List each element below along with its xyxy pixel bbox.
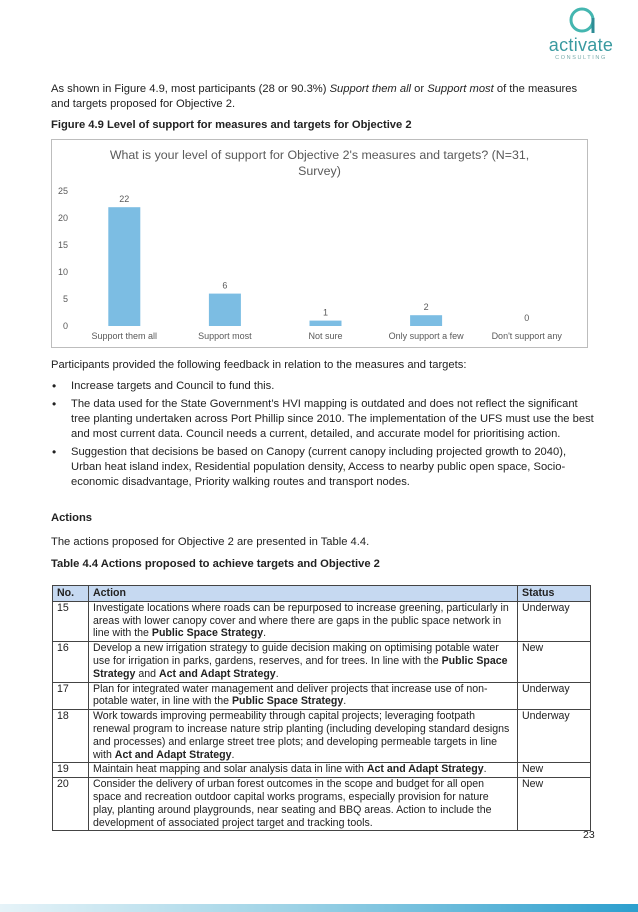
bar	[108, 207, 140, 326]
actions-intro: The actions proposed for Objective 2 are presented in Table 4.4.	[51, 536, 370, 548]
action-text-tail: .	[343, 695, 347, 708]
row-no: 19	[53, 763, 89, 778]
data-label: 6	[222, 280, 228, 291]
data-label: 0	[524, 313, 530, 323]
intro-paragraph	[51, 82, 586, 112]
action-text-mid: and	[135, 667, 159, 680]
action-text: Work towards improving permeability through capital projects; leveraging footpath renewal program to increase nature strip planting (including developing standard designs and processes) and enlarge street tree plots; and developing permeable targets in line with	[93, 710, 510, 761]
header-action: Action	[89, 586, 518, 602]
action-strategy-ref: Act and Adapt Strategy	[366, 763, 484, 776]
action-text-tail: .	[483, 763, 487, 776]
logo-subtitle: CONSULTING	[555, 55, 607, 61]
table-caption: Table 4.4 Actions proposed to achieve targets and Objective 2	[51, 558, 380, 570]
row-action	[89, 710, 518, 763]
action-text-tail: .	[275, 667, 279, 680]
bar-chart	[52, 140, 587, 347]
intro-emphasis-1: Support them all	[329, 83, 412, 95]
row-status: Underway	[518, 710, 591, 763]
header-status: Status	[518, 586, 591, 602]
category-label: Only support a few	[388, 331, 464, 341]
y-tick-label: 15	[57, 240, 68, 250]
actions-heading: Actions	[51, 512, 93, 524]
table-row	[53, 763, 591, 778]
row-status: New	[518, 778, 591, 831]
row-no: 16	[53, 642, 89, 682]
intro-text-3: of the measures and targets proposed for Objective 2.	[51, 83, 578, 110]
category-label: Not sure	[308, 331, 343, 341]
intro-emphasis-2: Support most	[427, 83, 494, 95]
category-label: Support most	[198, 331, 252, 341]
feedback-item: • The data used for the State Government’s HVI mapping is outdated and does not reflect the significant tree planting undertaken across Port Phillip since 2010. The implementation of the UFS must use the best and most current data. Council needs a current, detailed, and accurate model for prioritising action.	[51, 397, 596, 442]
intro-text-1: As shown in Figure 4.9, most participants (28 or 90.3%)	[51, 83, 330, 95]
intro-text-2: or	[411, 83, 428, 95]
table-header-row	[53, 586, 591, 602]
action-strategy-ref-2: Act and Adapt Strategy	[158, 667, 276, 680]
y-tick-label: 20	[57, 213, 68, 223]
action-text: Consider the delivery of urban forest outcomes in the scope and budget for all open space and recreation outdoor capital works programs, especially provision for nature play, planting around playgrounds, near seating and BBQ areas. Action to include the development of associated project target and tracking tools.	[93, 778, 492, 829]
footer-gradient-bar	[0, 904, 638, 912]
table-row	[53, 778, 591, 831]
bar	[310, 321, 342, 326]
table-row	[53, 710, 591, 763]
action-text: Develop a new irrigation strategy to guide decision making on optimising potable water use for irrigation in parks, gardens, reserves, and for trees. In line with the	[93, 642, 499, 667]
row-no: 18	[53, 710, 89, 763]
action-strategy-ref: Act and Adapt Strategy	[114, 748, 232, 761]
feedback-item: • Suggestion that decisions be based on Canopy (current canopy including projected growth to 2040), Urban heat island index, Residential population density, Access to nearby public open space, Socio-economic disadvantage, Priority walking routes and transport nodes.	[51, 445, 596, 490]
category-label: Don't support any	[491, 331, 562, 341]
row-action	[89, 601, 518, 641]
chart-title-line-1: What is your level of support for Objective 2's measures and targets? (N=31,	[109, 148, 530, 162]
category-label: Support them all	[91, 331, 158, 341]
row-action	[89, 778, 518, 831]
row-no: 15	[53, 601, 89, 641]
y-tick-label: 0	[62, 321, 68, 331]
table-row	[53, 601, 591, 641]
actions-table	[52, 585, 591, 831]
action-text: Investigate locations where roads can be repurposed to increase greening, particularly in areas with lower canopy cover and where there are gaps in the public space network in line with the	[93, 601, 509, 640]
figure-caption: Figure 4.9 Level of support for measures and targets for Objective 2	[51, 119, 412, 131]
row-status: Underway	[518, 601, 591, 641]
row-status: New	[518, 763, 591, 778]
logo-word: activate	[548, 35, 614, 55]
data-label: 22	[119, 194, 130, 205]
table-row	[53, 642, 591, 682]
row-action	[89, 763, 518, 778]
row-action	[89, 642, 518, 682]
activate-logo	[541, 6, 621, 64]
action-text: Maintain heat mapping and solar analysis data in line with	[93, 763, 367, 776]
chart-title-line-2: Survey)	[298, 164, 341, 178]
row-action	[89, 682, 518, 710]
feedback-intro: Participants provided the following feedback in relation to the measures and targets:	[51, 359, 467, 371]
feedback-item: • Increase targets and Council to fund this.	[51, 379, 596, 394]
row-status: New	[518, 642, 591, 682]
page-number: 23	[583, 829, 595, 841]
bar	[410, 315, 442, 326]
row-status: Underway	[518, 682, 591, 710]
y-tick-label: 5	[62, 294, 68, 304]
chart-container	[51, 139, 588, 348]
feedback-list	[51, 379, 596, 493]
action-text-tail: .	[231, 748, 235, 761]
data-label: 1	[322, 307, 329, 318]
action-strategy-ref: Public Space Strategy	[151, 627, 264, 640]
action-strategy-ref: Public Space Strategy	[231, 695, 344, 708]
y-tick-label: 25	[57, 186, 68, 196]
y-tick-label: 10	[57, 267, 68, 277]
data-label: 2	[423, 302, 429, 313]
logo-mark-icon	[568, 6, 596, 34]
header-no: No.	[53, 586, 89, 602]
row-no: 20	[53, 778, 89, 831]
row-no: 17	[53, 682, 89, 710]
table-row	[53, 682, 591, 710]
action-text-tail: .	[263, 627, 267, 640]
bar	[209, 294, 241, 326]
action-text: Plan for integrated water management and deliver projects that increase use of non-potable water, in line with the	[93, 682, 488, 708]
action-strategy-ref: Public Space Strategy	[93, 654, 508, 680]
